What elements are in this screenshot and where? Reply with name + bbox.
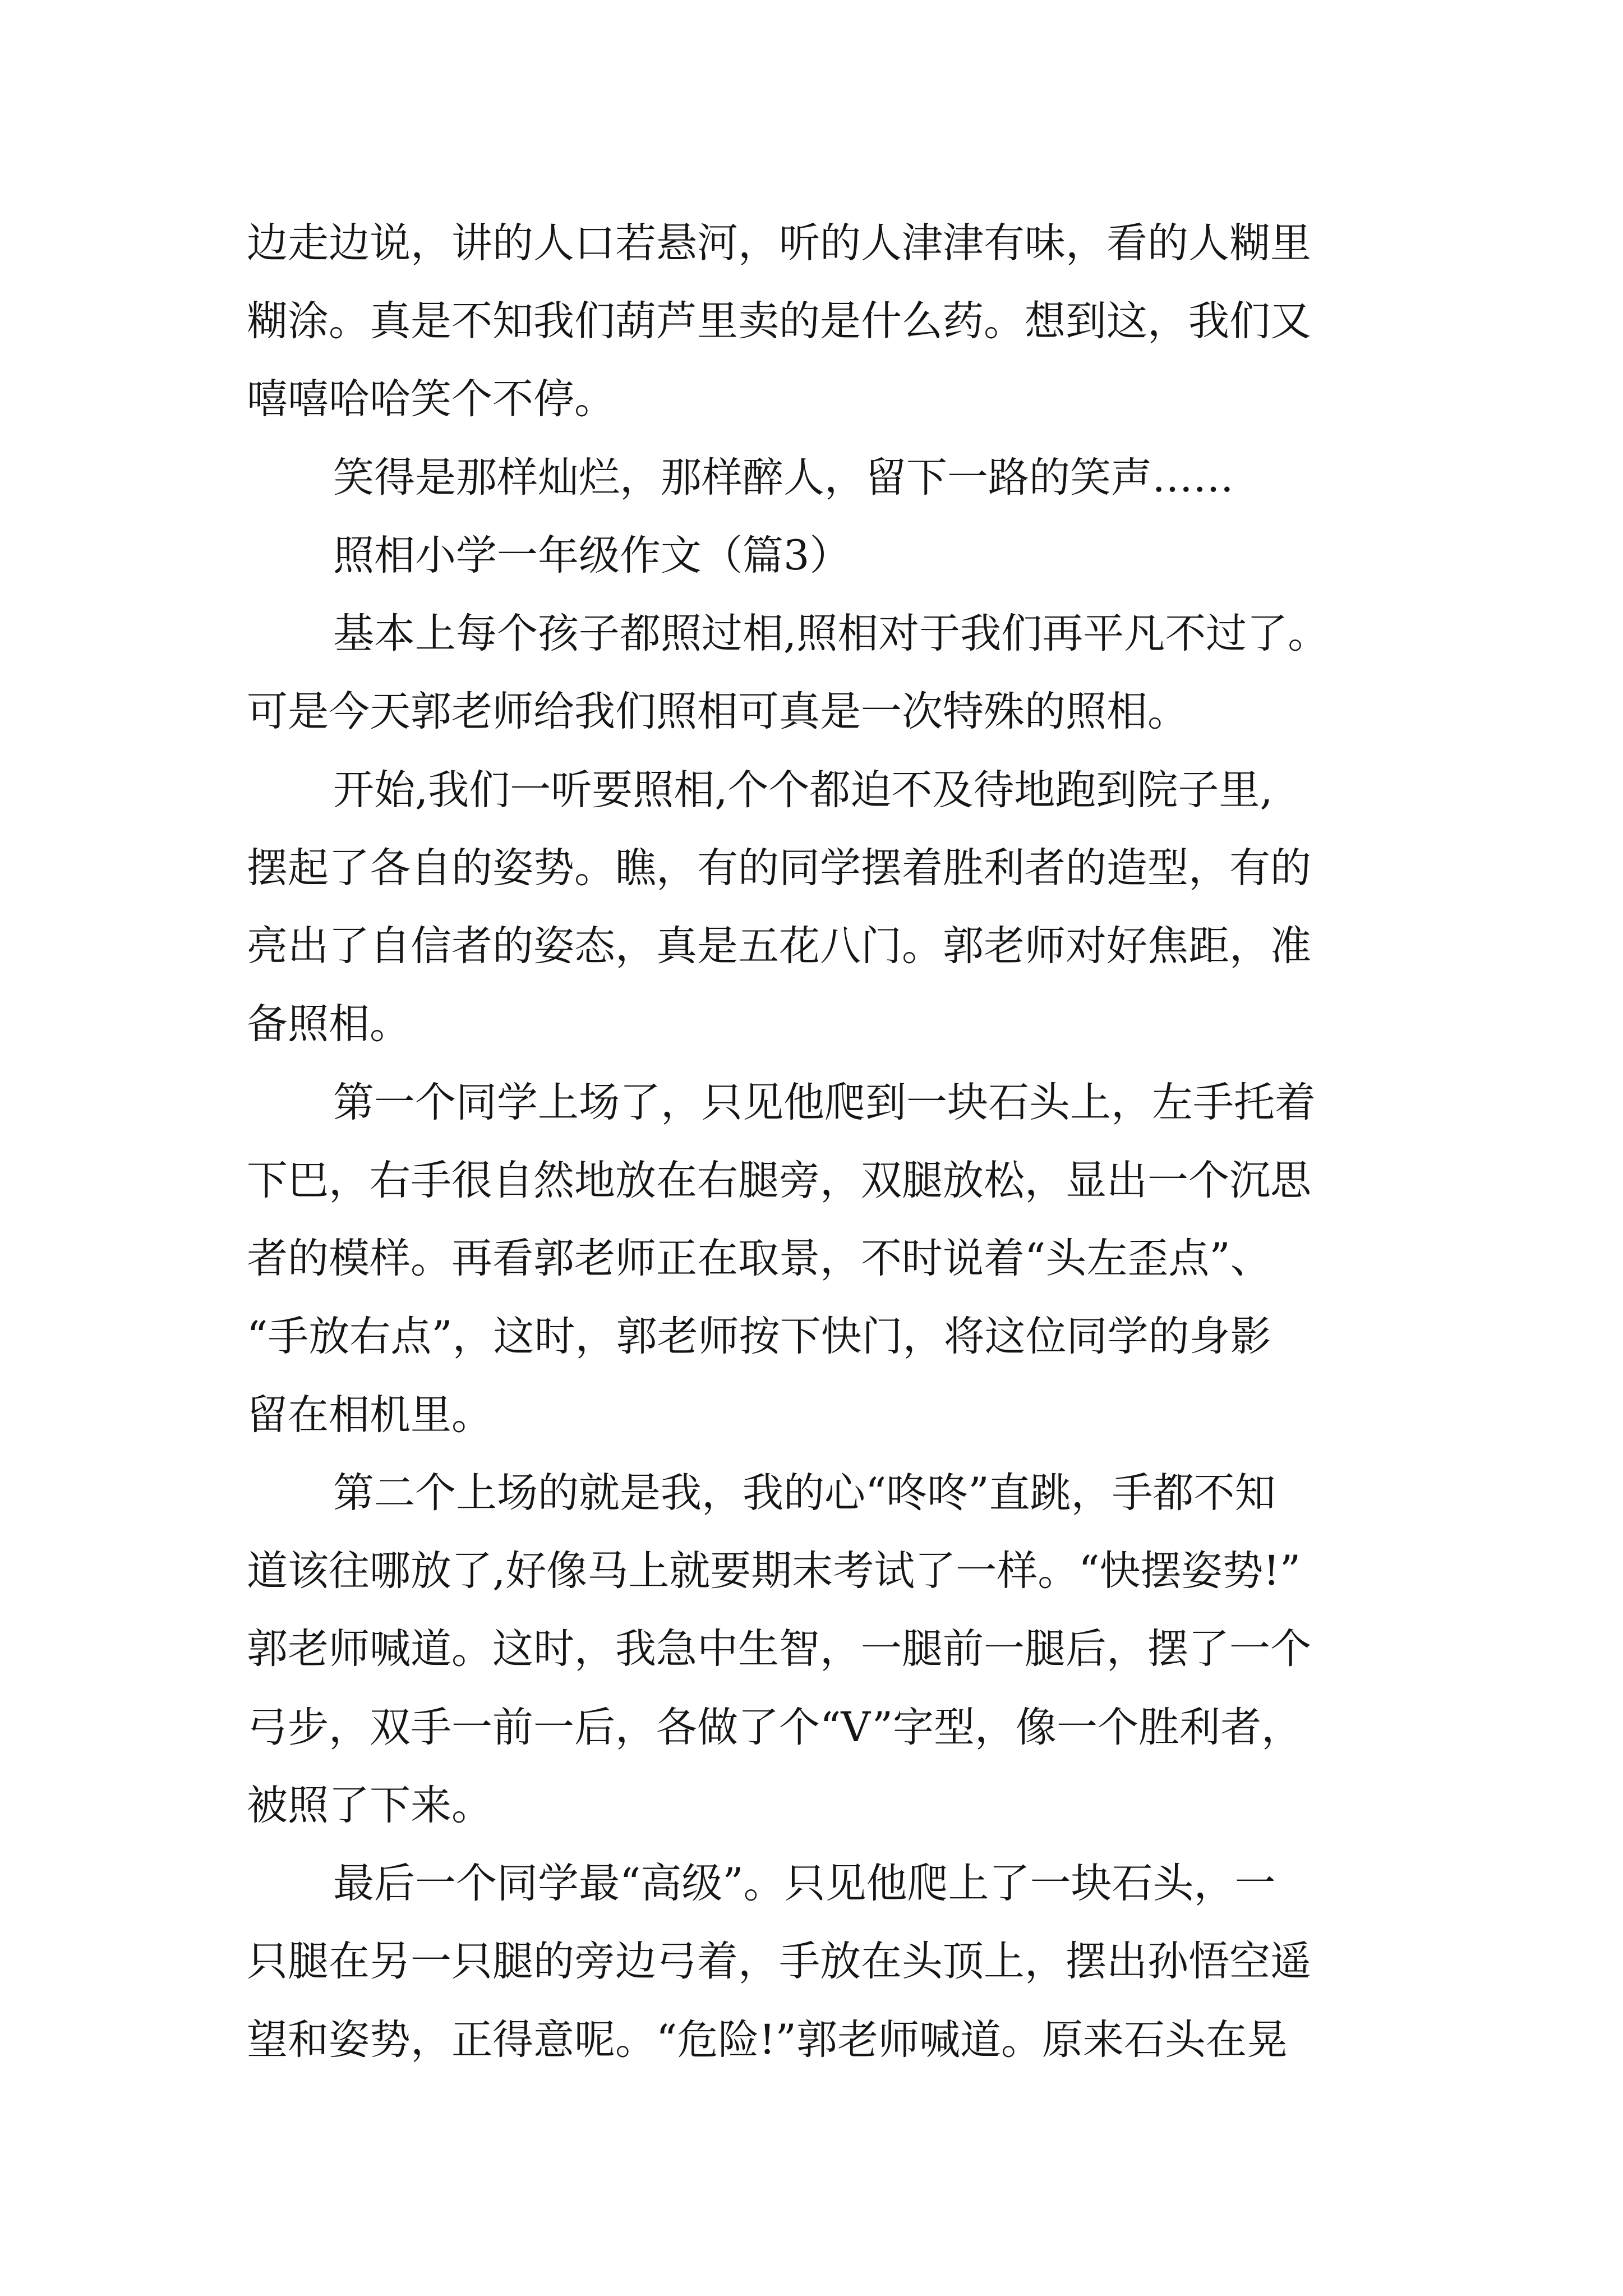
text-line: “手放右点”，这时，郭老师按下快门，将这位同学的身影 xyxy=(247,1313,1271,1360)
text-line: 备照相。 xyxy=(247,1000,411,1048)
text-line: 只腿在另一只腿的旁边弓着，手放在头顶上，摆出孙悟空遥 xyxy=(247,1938,1311,1985)
text-line: 被照了下来。 xyxy=(247,1782,492,1829)
text-line: 边走边说，讲的人口若悬河，听的人津津有味，看的人糊里 xyxy=(247,219,1311,267)
text-line: 最后一个同学最“高级”。只见他爬上了一块石头，一 xyxy=(333,1860,1276,1907)
text-line: 第二个上场的就是我，我的心“咚咚”直跳，手都不知 xyxy=(333,1469,1276,1517)
text-line: 基本上每个孩子都照过相,照相对于我们再平凡不过了。 xyxy=(333,610,1329,657)
text-line: 可是今天郭老师给我们照相可真是一次特殊的照相。 xyxy=(247,688,1188,735)
text-line: 下巴，右手很自然地放在右腿旁，双腿放松，显出一个沉思 xyxy=(247,1157,1311,1204)
text-line: 者的模样。再看郭老师正在取景，不时说着“头左歪点”、 xyxy=(247,1235,1271,1282)
text-line: 笑得是那样灿烂，那样醉人，留下一路的笑声…… xyxy=(333,454,1234,501)
text-line: 郭老师喊道。这时，我急中生智，一腿前一腿后，摆了一个 xyxy=(247,1625,1311,1673)
text-line: 道该往哪放了,好像马上就要期末考试了一样。“快摆姿势!” xyxy=(247,1547,1301,1595)
text-line: 亮出了自信者的姿态，真是五花八门。郭老师对好焦距，准 xyxy=(247,922,1311,970)
text-line: 嘻嘻哈哈笑个不停。 xyxy=(247,375,615,423)
text-line: 弓步，双手一前一后，各做了个“V”字型，像一个胜利者， xyxy=(247,1704,1303,1751)
text-line: 望和姿势，正得意呢。“危险!”郭老师喊道。原来石头在晃 xyxy=(247,2016,1288,2064)
text-line: 糊涂。真是不知我们葫芦里卖的是什么药。想到这，我们又 xyxy=(247,297,1311,345)
text-line: 第一个同学上场了，只见他爬到一块石头上，左手托着 xyxy=(333,1079,1316,1126)
section-heading: 照相小学一年级作文（篇3） xyxy=(333,532,851,579)
text-line: 开始,我们一听要照相,个个都迫不及待地跑到院子里, xyxy=(333,766,1273,814)
text-line: 留在相机里。 xyxy=(247,1391,492,1439)
text-line: 摆起了各自的姿势。瞧，有的同学摆着胜利者的造型，有的 xyxy=(247,844,1311,892)
